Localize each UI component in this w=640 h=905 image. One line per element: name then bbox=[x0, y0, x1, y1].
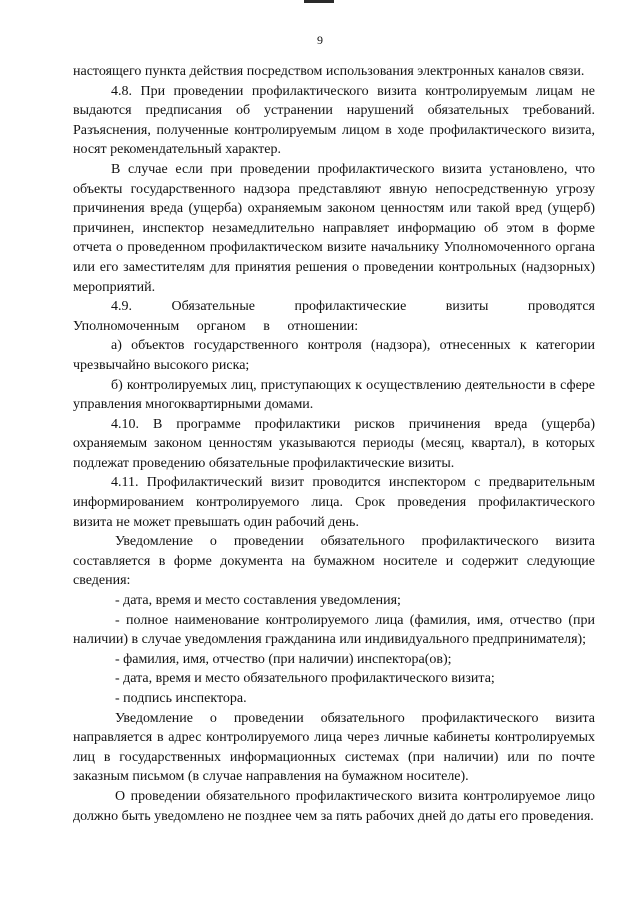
paragraph-continuation: настоящего пункта действия посредством использования электронных каналов связи. bbox=[73, 64, 585, 79]
page-number: 9 bbox=[317, 33, 323, 47]
scan-edge-mark bbox=[304, 0, 334, 3]
list-item-notice-inspector: - фамилия, имя, отчество (при наличии) инспектора(ов); bbox=[115, 651, 452, 667]
list-item-notice-name: - полное наименование контролируемого лица (фамилия, имя, отчество (при наличии) в случае уведомления гражданина или индивидуального предпринимателя); bbox=[73, 612, 595, 648]
paragraph-4-8: 4.8. При проведении профилактического визита контролируемым лицам не выдаются предписания об устранении нарушений обязательных требований. Разъяснения, полученные контролируемым лицом в ходе профилактического визита, носят рекомендательный характер. bbox=[73, 83, 595, 158]
paragraph-4-9: 4.9. Обязательные профилактические визиты проводятся Уполномоченным органом в отношении: bbox=[73, 299, 595, 334]
list-item-a: а) объектов государственного контроля (надзора), отнесенных к категории чрезвычайно высокого риска; bbox=[73, 338, 595, 373]
list-item-notice-signature: - подпись инспектора. bbox=[115, 691, 247, 706]
paragraph-threat-case: В случае если при проведении профилактического визита установлено, что объекты государственного надзора представляют явную непосредственную угрозу причинения вреда (ущерба) охраняемым законом ценностям или такой вред (ущерб) причинен, инспектор незамедлительно направляет информацию об этом в форме отчета о проведенном профилактическом визите начальнику Уполномоченного органа или его заместителям для принятия решения о проведении контрольных (надзорных) мероприятий. bbox=[73, 161, 595, 295]
body-text bbox=[73, 62, 595, 826]
paragraph-notice-deadline: О проведении обязательного профилактического визита контролируемое лицо должно быть уведомлено не позднее чем за пять рабочих дней до даты его проведения. bbox=[73, 788, 595, 824]
list-item-notice-visit: - дата, время и место обязательного профилактического визита; bbox=[115, 671, 495, 687]
paragraph-4-11: 4.11. Профилактический визит проводится инспектором с предварительным информированием контролируемого лица. Срок проведения профилактического визита не может превышать один рабочий день. bbox=[73, 475, 595, 530]
list-item-notice-date: - дата, время и место составления уведомления; bbox=[115, 593, 401, 609]
list-item-b: б) контролируемых лиц, приступающих к осуществлению деятельности в сфере управления многоквартирными домами. bbox=[73, 377, 595, 413]
paragraph-notice-content: Уведомление о проведении обязательного профилактического визита составляется в форме документа на бумажном носителе и содержит следующие сведения: bbox=[73, 534, 595, 589]
paragraph-4-10: 4.10. В программе профилактики рисков причинения вреда (ущерба) охраняемым законом ценностям указываются периоды (месяц, квартал), в которых подлежат проведению обязательные профилактические визиты. bbox=[73, 416, 595, 471]
paragraph-notice-delivery: Уведомление о проведении обязательного профилактического визита направляется в адрес контролируемого лица через личные кабинеты контролируемых лиц в государственных информационных системах (при наличии) или по почте заказным письмом (в случае направления на бумажном носителе). bbox=[73, 710, 595, 785]
